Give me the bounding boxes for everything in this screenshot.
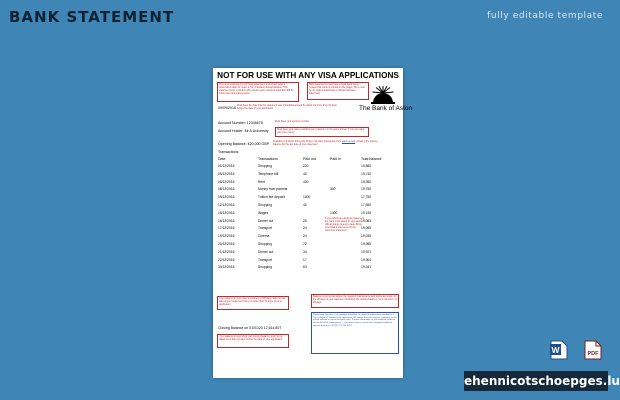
- row-out: 63: [303, 265, 307, 270]
- account-holder: Account Holder: Mr A University: [218, 129, 269, 133]
- row-total: 17,750: [361, 195, 372, 200]
- opening-note: Available to transfer during the frozen monetary transaction from www.xe.com, showing the closing balance for the last date of your statement: [273, 140, 378, 146]
- table-row: [213, 234, 403, 241]
- table-row: [213, 172, 403, 179]
- row-date: 21/12/2016: [218, 249, 235, 254]
- row-date: 01/12/2016: [218, 164, 235, 168]
- row-desc: Shopping: [258, 265, 272, 270]
- row-total: 19,904: [361, 257, 372, 262]
- table-row: [213, 242, 403, 249]
- row-date: 09/12/2016: [218, 195, 235, 200]
- row-out: 40: [303, 171, 307, 176]
- bank-logo-icon: [371, 86, 395, 104]
- row-date: 05/12/2016: [218, 171, 235, 176]
- row-out: 220: [303, 164, 309, 168]
- note-bottom-right-2: Please note that this is an example statement, to show the information needed for a Tier 4 (General) Student visa application. We advise that you read the guidance on the official website to check the latest rules. Further information on the required evidence can be found at: www.gov.uk — Questions: please contact the Immigration Advice Service or phone: +44 (0) 121 204 8227: [311, 312, 399, 354]
- row-out: 400: [303, 179, 309, 184]
- page-subtitle: fully editable template: [487, 11, 603, 21]
- row-desc: Shopping: [258, 242, 272, 246]
- date-note: Must have the date that the statement was printed/issued and be dated not more than 31 days before the date of your application: [237, 104, 337, 110]
- bank-statement-document: [213, 68, 413, 378]
- table-row: [213, 226, 403, 233]
- row-desc: Telephone bill: [258, 171, 279, 176]
- row-total: 19,059: [361, 226, 372, 231]
- mid-note: If you submit an electronic statement, the bank must stamp or sign each official stamp on every page. Bring proof that it was issued by an electronic statement: [325, 217, 365, 232]
- statement-date: 09/09/2016: [218, 106, 236, 110]
- account-number-note: Must have your account number: [275, 120, 310, 123]
- table-row: [213, 164, 403, 171]
- row-out: 25: [303, 218, 307, 223]
- row-desc: Money from parents: [258, 187, 288, 192]
- table-row: [213, 265, 403, 272]
- row-desc: Transport: [258, 226, 272, 231]
- xe-link[interactable]: www.xe.com: [341, 140, 356, 143]
- row-out: 17: [303, 257, 307, 262]
- note-bottom-right: Balance must remain above the required maintenance and tuition fee totals, for the 28 days of your statement (including the closing balance), for a minimum of 28 days.: [311, 294, 399, 308]
- pdf-icon[interactable]: [584, 340, 602, 360]
- row-date: 16/12/2016: [218, 218, 235, 223]
- table-row: [213, 195, 403, 202]
- row-desc: Cinema: [258, 234, 270, 239]
- note-bottom-left-2: Your statement must show your closing balance, and not be dated more than 31 days before the date of your application.: [217, 334, 289, 348]
- row-out: 24: [303, 234, 307, 239]
- row-date: 17/12/2016: [218, 226, 235, 231]
- row-desc: Rent: [258, 179, 265, 184]
- table-row: [213, 258, 403, 265]
- col-transactions-header: Transactions: [258, 157, 278, 161]
- col-date-header: Date: [218, 157, 226, 161]
- account-holder-note: Must have your name matching your passport, in the same format. If you are using your own money: [275, 127, 369, 137]
- row-total: 19,341: [361, 265, 372, 270]
- row-desc: Shopping: [258, 164, 272, 168]
- row-date: 30/12/2016: [218, 265, 235, 270]
- row-date: 20/12/2016: [218, 242, 235, 246]
- row-total: 19,921: [361, 249, 372, 254]
- row-date: 19/12/2016: [218, 234, 235, 239]
- row-desc: Tuition fee deposit: [258, 195, 285, 200]
- row-total: 19,750: [361, 187, 372, 192]
- transactions-label: Transactions: [218, 150, 239, 154]
- row-date: 15/12/2016: [218, 210, 235, 215]
- table-row: [213, 250, 403, 257]
- row-date: 12/12/2016: [218, 203, 235, 207]
- row-date: 08/12/2016: [218, 187, 235, 192]
- note-bottom-left: Your statement must cover a minimum of 28 days, with the last date of your statement being no older than 31 days, prior to application.: [217, 296, 289, 310]
- table-row: [213, 180, 403, 187]
- table-row: [213, 219, 403, 226]
- row-out: 34: [303, 249, 307, 254]
- word-icon[interactable]: [550, 340, 568, 360]
- row-total: 19,880: [361, 164, 372, 168]
- row-desc: Dinner out: [258, 218, 274, 223]
- row-out: 1000: [303, 195, 311, 200]
- row-total: 19,145: [361, 210, 372, 215]
- row-desc: Shopping: [258, 203, 272, 207]
- note-top-left: This is an example of a UK bank statement, and shows what a respondent older for under a Tier 4 Student visa application. This statement is for a student who would need to show at least £11,385 for tuition fees and maintenance.: [217, 82, 299, 102]
- table-row: [213, 203, 403, 210]
- col-paid-in-header: Paid in: [330, 157, 341, 161]
- row-total: 17,650: [361, 203, 372, 207]
- row-desc: Dinner out: [258, 249, 274, 254]
- row-total: 19,083: [361, 218, 372, 223]
- closing-balance: Closing Balance on 01/01/20 12,614.80T: [218, 326, 282, 330]
- bank-name: The Bank of Aston: [359, 105, 413, 112]
- row-out: 40: [303, 203, 307, 207]
- col-total-header: Total balance: [361, 157, 382, 161]
- word-icon-label: W: [551, 345, 560, 355]
- table-row: [213, 187, 403, 194]
- document-banner: NOT FOR USE WITH ANY VISA APPLICATIONS: [217, 71, 399, 80]
- row-total: 19,740: [361, 171, 372, 176]
- row-total: 19,350: [361, 179, 372, 184]
- pdf-icon-label: PDF: [587, 351, 599, 357]
- row-total: 19,955: [361, 242, 372, 246]
- row-out: 24: [303, 226, 307, 231]
- account-number: Account Number: 12345678: [218, 121, 263, 125]
- col-paid-out-header: Paid out: [303, 157, 316, 161]
- row-in: 1400: [330, 210, 338, 215]
- site-badge[interactable]: ehennicotschoepges.lu: [464, 371, 608, 391]
- page-title: BANK STATEMENT: [9, 8, 175, 26]
- note-top-right: Bank statements must have a legal bank name (unless this name is printed on the page). They must be on original letterhead or official institution letterhead.: [307, 82, 369, 100]
- row-date: 22/12/2016: [218, 257, 235, 262]
- row-in: 300: [330, 187, 336, 192]
- row-out: 72: [303, 242, 307, 246]
- table-row: [213, 211, 403, 218]
- opening-balance: Opening Balance: £20,000 GBP: [218, 142, 270, 146]
- row-desc: Transport: [258, 257, 272, 262]
- row-date: 08/12/2016: [218, 179, 235, 184]
- row-desc: Wages: [258, 210, 269, 215]
- row-total: 19,035: [361, 234, 372, 239]
